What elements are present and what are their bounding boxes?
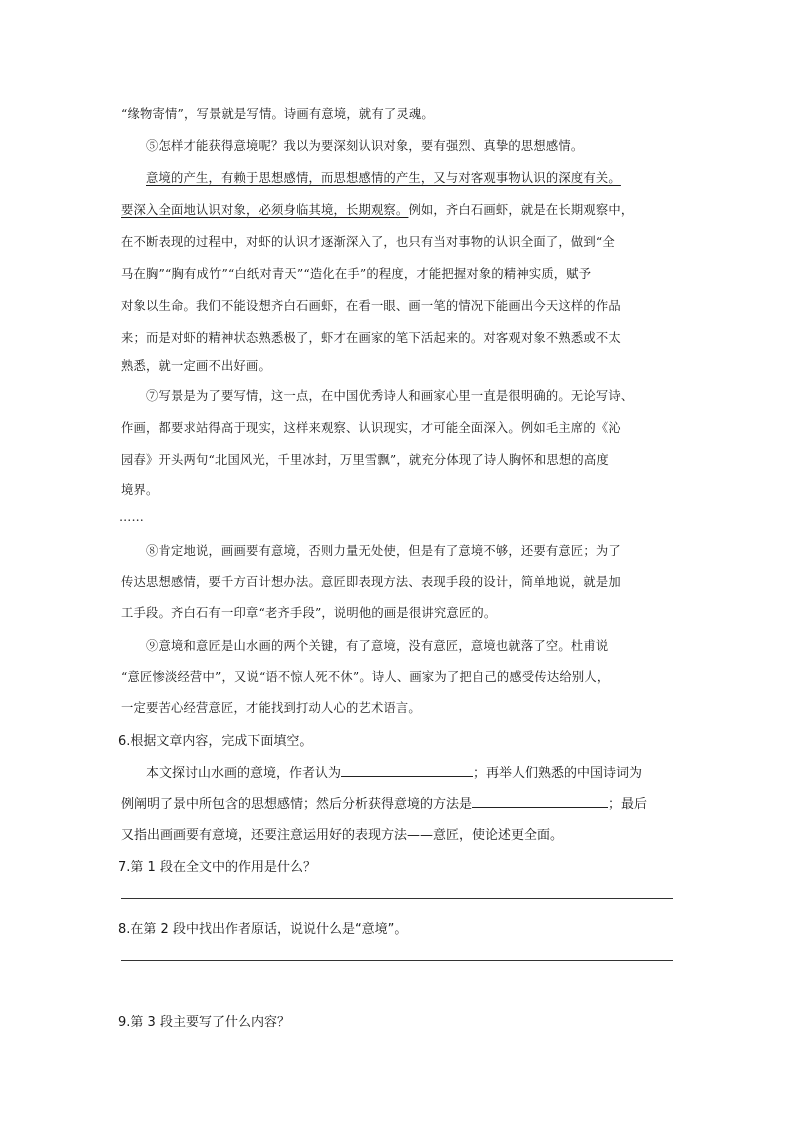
passage-line: 在不断表现的过程中，对虾的认识才逐渐深入了，也只有当对事物的认识全面了，做到“全 (121, 235, 615, 249)
passage-line: 熟悉，就一定画不出好画。 (121, 359, 271, 373)
question-6-line-2 (121, 793, 647, 812)
passage-line: 一定要苦心经营意匠，才能找到打动人心的艺术语言。 (121, 701, 421, 715)
question-8: 8.在第 2 段中找出作者原话，说说什么是“意境”。 (118, 922, 408, 937)
fill-blank-2[interactable] (472, 794, 608, 808)
paragraph-6-line-2 (121, 200, 633, 218)
question-text: 例阐明了景中所包含的思想感情；然后分析获得意境的方法是 (121, 797, 473, 812)
paragraph-8: ⑧肯定地说，画画要有意境，否则力量无处使，但是有了意境不够，还要有意匠；为了 (146, 544, 621, 558)
underlined-sentence: 要深入全面地认识对象，必须身临其境，长期观察。 (121, 203, 409, 217)
question-text: ；最后 (608, 797, 648, 812)
passage-line: 园春》开头两句“北国风光，千里冰封，万里雪飘”，就充分体现了诗人胸怀和思想的高度 (121, 453, 609, 467)
passage-line: 作画，都要求站得高于现实，这样来观察、认识现实，才可能全面深入。例如毛主席的《沁 (121, 421, 621, 435)
answer-line[interactable] (121, 898, 673, 899)
question-7: 7.第 1 段在全文中的作用是什么？ (118, 860, 316, 875)
answer-line[interactable] (121, 960, 673, 961)
passage-line: 来；而是对虾的精神状态熟悉极了，虾才在画家的笔下活起来的。对客观对象不熟悉或不太 (121, 331, 621, 345)
passage-line: 工手段。齐白石有一印章“老齐手段”，说明他的画是很讲究意匠的。 (121, 606, 497, 620)
paragraph-6-line-1 (146, 168, 621, 186)
paragraph-7: ⑦写景是为了要写情，这一点，在中国优秀诗人和画家心里一直是很明确的。无论写诗、 (146, 389, 634, 403)
passage-line: 对象以生命。我们不能设想齐白石画虾，在看一眼、画一笔的情况下能画出今天这样的作品 (121, 299, 621, 313)
ellipsis: …… (119, 510, 144, 524)
question-6-line-3: 又指出画画要有意境，还要注意运用好的表现方法——意匠，使论述更全面。 (121, 828, 564, 843)
passage-line: 传达思想感情，要千方百计想办法。意匠即表现方法、表现手段的设计，简单地说，就是加 (121, 575, 621, 589)
question-text: ；再举人们熟悉的中国诗词为 (473, 766, 643, 781)
passage-line: 境界。 (121, 483, 159, 497)
paragraph-9: ⑨意境和意匠是山水画的两个关键，有了意境，没有意匠，意境也就落了空。杜甫说 (146, 639, 609, 653)
question-6-line-1 (146, 762, 642, 781)
question-6-title: 6.根据文章内容，完成下面填空。 (118, 734, 313, 749)
passage-line: 马在胸”“胸有成竹”“白纸对青天”“造化在手”的程度，才能把握对象的精神实质，赋予 (121, 267, 592, 281)
paragraph-5: ⑤怎样才能获得意境呢？我以为要深刻认识对象，要有强烈、真挚的思想感情。 (146, 139, 584, 153)
fill-blank-1[interactable] (341, 763, 473, 777)
question-9: 9.第 3 段主要写了什么内容？ (118, 1015, 290, 1030)
underlined-sentence: 意境的产生，有赖于思想感情，而思想感情的产生，又与对客观事物认识的深度有关。 (146, 171, 621, 185)
passage-text: 例如，齐白石画虾，就是在长期观察中， (408, 203, 634, 217)
passage-line: “意匠惨淡经营中”，又说“语不惊人死不休”。诗人、画家为了把自己的感受传达给别人， (121, 670, 610, 684)
question-text: 本文探讨山水画的意境，作者认为 (146, 766, 342, 781)
passage-line: “缘物寄情”，写景就是写情。诗画有意境，就有了灵魂。 (121, 107, 434, 121)
